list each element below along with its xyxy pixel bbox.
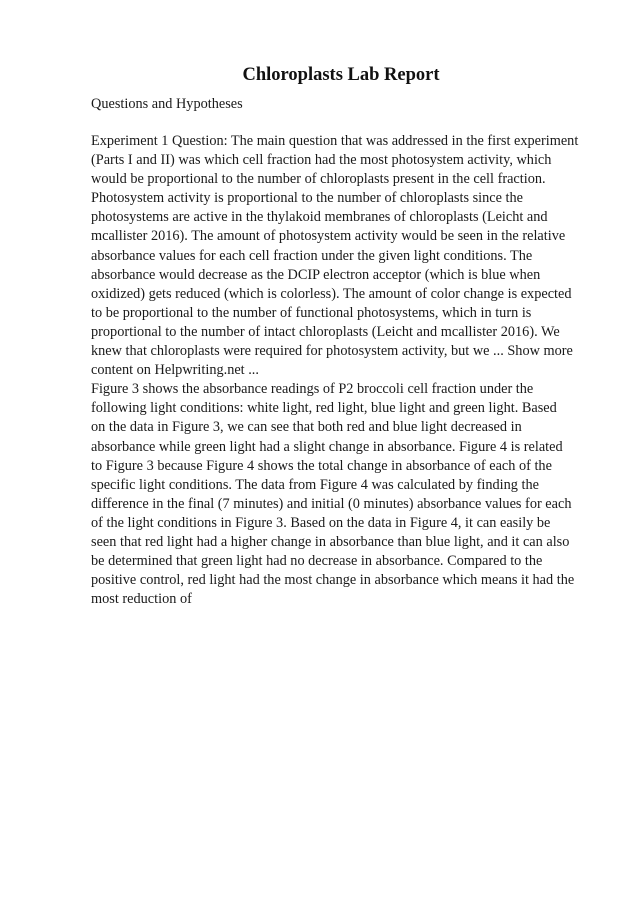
text-line: absorbance while green light had a slight change in absorbance. Figure 4 is related xyxy=(91,438,563,455)
text-line: content on Helpwriting.net ... xyxy=(91,362,259,379)
text-line: oxidized) gets reduced (which is colorless). The amount of color change is expected xyxy=(91,285,572,302)
text-line: absorbance values for each cell fraction under the given light conditions. The xyxy=(91,247,533,264)
text-line: positive control, red light had the most change in absorbance which means it had the xyxy=(91,572,575,589)
document-title: Chloroplasts Lab Report xyxy=(242,65,440,85)
text-line: on the data in Figure 3, we can see that both red and blue light decreased in xyxy=(91,419,522,436)
text-line: seen that red light had a higher change in absorbance than blue light, and it can also xyxy=(91,533,570,550)
text-line: of the light conditions in Figure 3. Based on the data in Figure 4, it can easily be xyxy=(91,514,551,531)
text-line: to Figure 3 because Figure 4 shows the total change in absorbance of each of the xyxy=(91,457,552,474)
text-line: Photosystem activity is proportional to the number of chloroplasts since the xyxy=(91,190,524,207)
text-line: knew that chloroplasts were required for photosystem activity, but we ... Show more xyxy=(91,343,573,360)
text-line: mcallister 2016). The amount of photosystem activity would be seen in the relative xyxy=(91,228,566,245)
text-line: be determined that green light had no decrease in absorbance. Compared to the xyxy=(91,553,543,570)
text-line: absorbance would decrease as the DCIP electron acceptor (which is blue when xyxy=(91,266,541,283)
section-heading: Questions and Hypotheses xyxy=(91,96,243,112)
text-line: following light conditions: white light, red light, blue light and green light. Based xyxy=(91,400,557,417)
text-line: would be proportional to the number of chloroplasts present in the cell fraction. xyxy=(91,171,546,188)
text-line: Experiment 1 Question: The main question that was addressed in the first experiment xyxy=(91,133,579,149)
text-line: photosystems are active in the thylakoid membranes of chloroplasts (Leicht and xyxy=(91,209,548,226)
text-line: to be proportional to the number of functional photosystems, which in turn is xyxy=(91,304,532,321)
text-line: difference in the final (7 minutes) and initial (0 minutes) absorbance values for each xyxy=(91,495,572,512)
text-line: proportional to the number of intact chloroplasts (Leicht and mcallister 2016). We xyxy=(91,323,560,340)
text-line: Figure 3 shows the absorbance readings of P2 broccoli cell fraction under the xyxy=(91,381,534,398)
body-text xyxy=(91,132,591,609)
text-line: specific light conditions. The data from Figure 4 was calculated by finding the xyxy=(91,476,539,493)
text-line: (Parts I and II) was which cell fraction had the most photosystem activity, which xyxy=(91,152,552,169)
text-line: most reduction of xyxy=(91,591,192,608)
